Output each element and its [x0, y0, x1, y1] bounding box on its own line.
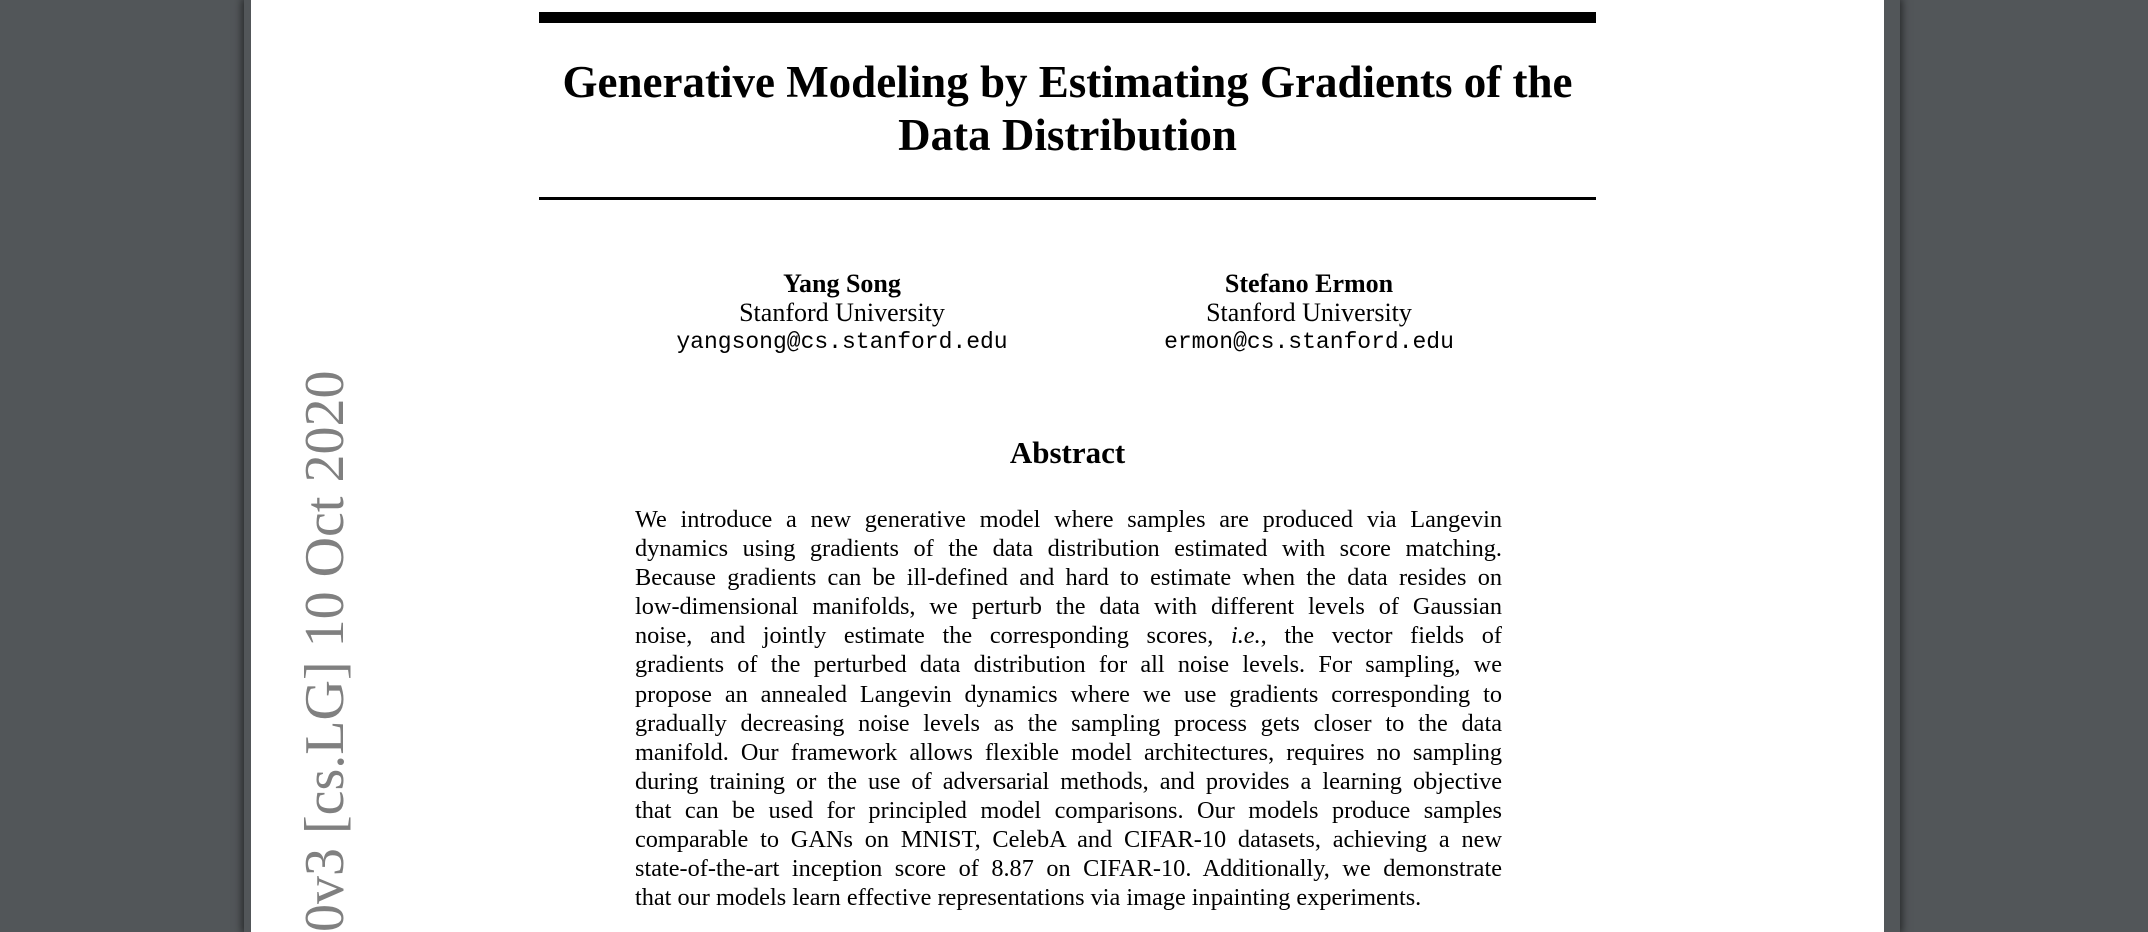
abstract-line: low-dimensional manifolds, we perturb the data with different levels of Gaussian [635, 593, 1502, 621]
abstract-line: state-of-the-art inception score of 8.87 on CIFAR-10. Additionally, we demonstrate [635, 855, 1502, 883]
author-affiliation: Stanford University [739, 298, 945, 327]
abstract-line: manifold. Our framework allows flexible model architectures, requires no sampling [635, 738, 1502, 766]
abstract-line: dynamics using gradients of the data distribution estimated with score matching. [635, 535, 1502, 563]
author-name: Yang Song [783, 269, 901, 298]
abstract-text: , the vector fields of [1260, 622, 1502, 650]
paper-title [539, 56, 1596, 162]
title-top-rule [539, 12, 1596, 23]
author-block-2 [1099, 269, 1519, 357]
abstract-line: We introduce a new generative model where samples are produced via Langevin [635, 506, 1502, 533]
author-email: yangsong@cs.stanford.edu [676, 329, 1008, 355]
abstract-line: that can be used for principled model comparisons. Our models produce samples [635, 796, 1502, 824]
abstract-line: during training or the use of adversarial methods, and provides a learning objective [635, 767, 1502, 795]
pdf-page [251, 0, 1884, 932]
abstract-text: noise, and jointly estimate the corresponding scores, [635, 622, 1231, 650]
abstract-line [635, 621, 1502, 650]
author-block-1 [632, 269, 1052, 357]
abstract-line: comparable to GANs on MNIST, CelebA and CIFAR-10 datasets, achieving a new [635, 826, 1502, 854]
abstract-line: propose an annealed Langevin dynamics where we use gradients corresponding to [635, 680, 1502, 708]
author-affiliation: Stanford University [1206, 298, 1412, 327]
abstract-line: that our models learn effective representations via image inpainting experiments. [635, 884, 1422, 912]
abstract-italic-ie: i.e. [1230, 622, 1261, 650]
abstract-line: gradients of the perturbed data distribution for all noise levels. For sampling, we [635, 651, 1502, 679]
author-email: ermon@cs.stanford.edu [1164, 329, 1454, 355]
abstract-body [635, 505, 1502, 912]
title-line-2: Data Distribution [898, 110, 1237, 160]
abstract-line: Because gradients can be ill-defined and hard to estimate when the data resides on [635, 564, 1502, 592]
title-bottom-rule [539, 197, 1596, 200]
author-name: Stefano Ermon [1224, 269, 1394, 298]
arxiv-identifier-stamp: 0v3 [cs.LG] 10 Oct 2020 [294, 370, 356, 932]
title-line-1: Generative Modeling by Estimating Gradients of the [562, 57, 1573, 107]
abstract-line: gradually decreasing noise levels as the sampling process gets closer to the data [635, 709, 1502, 737]
abstract-heading: Abstract [1009, 435, 1126, 470]
